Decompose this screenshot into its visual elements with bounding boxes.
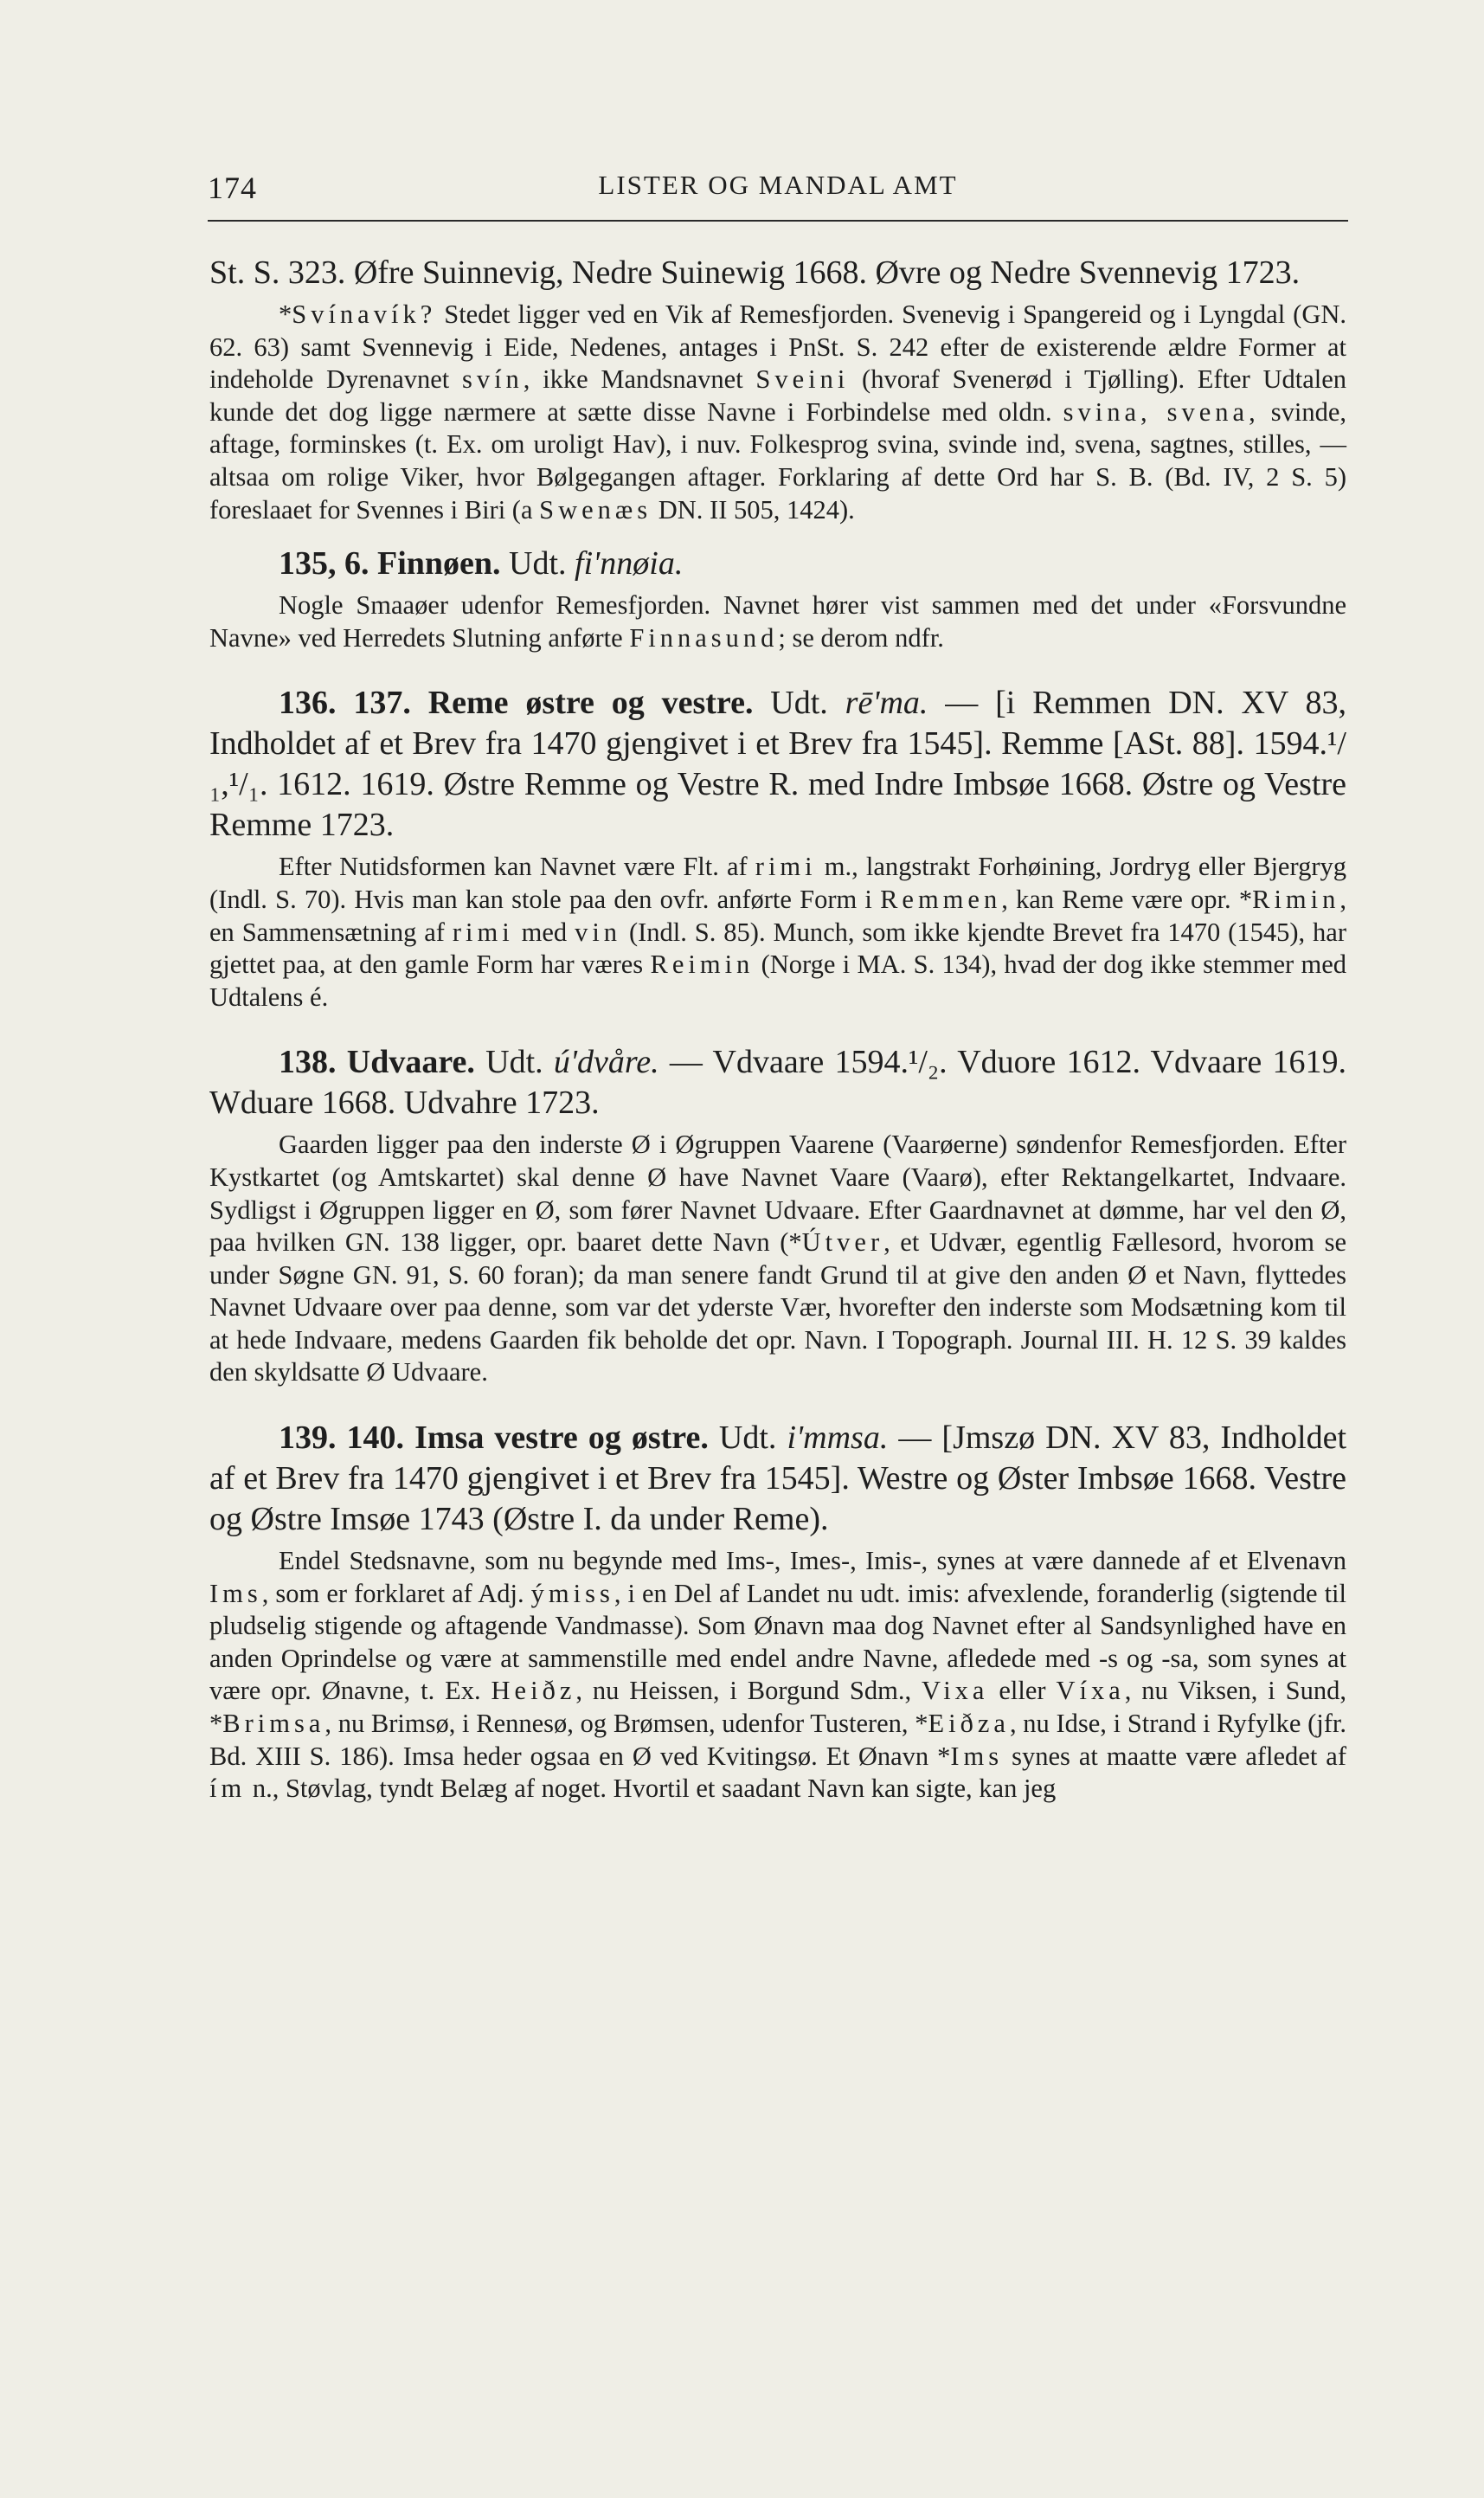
entry-135-text: Nogle Smaaøer udenfor Remesfjorden. Navnet hører vist sammen med det under «Forsvundne Navne» ved Herredets Slutning anførte Finnasund; se derom ndfr. [209,590,1346,653]
intro-commentary: *Svínavík? Stedet ligger ved en Vik af Remesfjorden. Svenevig i Spangereid og i Lyngdal (GN. 62. 63) samt Svennevig i Eide, Nedenes, antages i PnSt. S. 242 efter de existerende ældre Former at indeholde Dyrenavnet svín, ikke Mandsnavnet Sveini (hvoraf Svenerød i Tjølling). Efter Udtalen kunde det dog ligge nærmere at sætte disse Navne i Forbindelse med oldn. svina, svena, svinde, aftage, forminskes (t. Ex. om uroligt Hav), i nuv. Folkesprog svina, svinde ind, svena, sagtnes, stilles, — altsaa om rolige Viker, hvor Bølgegangen aftager. Forklaring af dette Ord har S. B. (Bd. IV, 2 S. 5) foreslaaet for Svennes i Biri (a Swenæs DN. II 505, 1424). [209,299,1346,525]
entry-name: Udvaare. [346,1044,475,1081]
page-body [209,253,1346,1806]
entry-139 [209,1418,1346,1806]
entry-136-heading: 136. 137. Reme østre og vestre. Udt. rē'ma. — [i Remmen DN. XV 83, Indholdet af et Brev fra 1470 gjengivet i et Brev fra 1545]. Remme [ASt. 88]. 1594.¹/₁,¹/₁. 1612. 1619. Østre Remme og Vestre R. med Indre Imbsøe 1668. Østre og Vestre Remme 1723. [209,685,1347,844]
entry-name: Finnøen. [377,545,501,583]
running-title: LISTER OG MANDAL AMT [598,170,958,200]
entry-name: Reme østre og vestre. [427,685,754,722]
page-header [208,170,1348,222]
entry-number: 139. 140. [279,1420,405,1457]
entry-138 [209,1042,1346,1389]
entry-138-text: Gaarden ligger paa den inderste Ø i Øgruppen Vaarene (Vaarøerne) søndenfor Remesfjorden. Efter Kystkartet (og Amtskartet) skal denne Ø have Navnet Vaare (Vaarø), efter Rektangelkartet, Indvaare. Sydligst i Øgruppen ligger en Ø, som fører Navnet Udvaare. Efter Gaardnavnet at dømme, har vel den Ø, paa hvilken GN. 138 ligger, opr. baaret dette Navn (*Útver, et Udvær, egentlig Fællesord, hvorom se under Søgne GN. 91, S. 60 foran); da man senere fandt Grund til at give den anden Ø et Navn, flyttedes Navnet Udvaare over paa denne, som var det yderste Vær, hvorefter den inderste som Modsætning kom til at hede Indvaare, medens Gaarden fik beholde det opr. Navn. I Topograph. Journal III. H. 12 S. 39 kaldes den skyldsatte Ø Udvaare. [209,1130,1347,1387]
entry-139-text: Endel Stedsnavne, som nu begynde med Ims-, Imes-, Imis-, synes at være dannede af et Elvenavn Ims, som er forklaret af Adj. ýmiss, i en Del af Landet nu udt. imis: afvexlende, foranderlig (sigtende til pludselig stigende og aftagende Vandmasse). Som Ønavn maa dog Navnet efter al Sandsynlighed have en anden Oprindelse og være at sammenstille med endel andre Navne, afledede med -s og -sa, som synes at være opr. Ønavne, t. Ex. Heiðz, nu Heissen, i Borgund Sdm., Vixa eller Víxa, nu Viksen, i Sund, *Brimsa, nu Brimsø, i Rennesø, og Brømsen, udenfor Tusteren, *Eiðza, nu Idse, i Strand i Ryfylke (jfr. Bd. XIII S. 186). Imsa heder ogsaa en Ø ved Kvitingsø. Et Ønavn *Ims synes at maatte være afledet af ím n., Støvlag, tyndt Belæg af noget. Hvortil et saadant Navn kan sigte, kan jeg [209,1546,1346,1804]
entry-135-heading: 135, 6. Finnøen. Udt. fi'nnøia. [279,545,684,583]
entry-number: 136. 137. [279,685,411,722]
entry-136-text: Efter Nutidsformen kan Navnet være Flt. af rimi m., langstrakt Forhøining, Jordryg eller Bjergryg (Indl. S. 70). Hvis man kan stole paa den ovfr. anførte Form i Remmen, kan Reme være opr. *Rimin, en Sammensætning af rimi med vin (Indl. S. 85). Munch, som ikke kjendte Brevet fra 1470 (1545), har gjettet paa, at den gamle Form har væres Reimin (Norge i MA. S. 134), hvad der dog ikke stemmer med Udtalens é. [209,852,1347,1012]
page-number: 174 [208,171,257,205]
pronunciation: rē'ma. [845,685,928,722]
pronunciation: i'mmsa. [787,1420,889,1457]
pronunciation: fi'nnøia. [575,545,684,583]
entry-138-heading: 138. Udvaare. Udt. ú'dvåre. — Vdvaare 1594.¹/₂. Vduore 1612. Vdvaare 1619. Wduare 1668. Udvahre 1723. [209,1044,1347,1122]
entry-number: 135, 6. [279,545,369,583]
entry-number: 138. [279,1044,337,1081]
pronunciation: ú'dvåre. [553,1044,659,1081]
entry-135 [209,544,1346,654]
intro-forms: St. S. 323. Øfre Suinnevig, Nedre Suinewig 1668. Øvre og Nedre Svennevig 1723. [209,254,1301,291]
entry-136 [209,683,1346,1014]
entry-139-heading: 139. 140. Imsa vestre og østre. Udt. i'mmsa. — [Jmszø DN. XV 83, Indholdet af et Brev fra 1470 gjengivet i et Brev fra 1545]. Westre og Øster Imbsøe 1668. Vestre og Østre Imsøe 1743 (Østre I. da under Reme). [209,1420,1347,1538]
entry-name: Imsa vestre og østre. [414,1420,709,1457]
